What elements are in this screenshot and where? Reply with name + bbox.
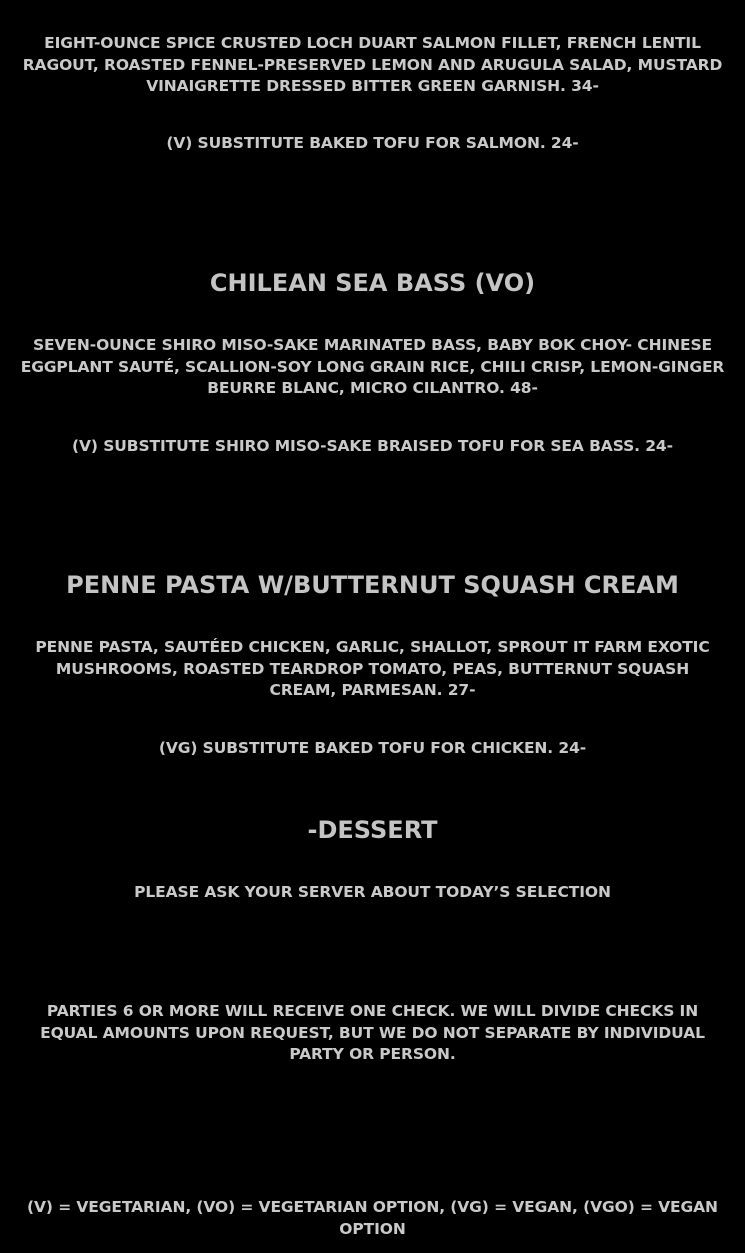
penne-substitution: (VG) SUBSTITUTE BAKED TOFU FOR CHICKEN. 24- (158, 739, 587, 757)
dietary-legend: (V) = VEGETARIAN, (VO) = VEGETARIAN OPTION, (VG) = VEGAN, (VGO) = VEGAN OPTION (27, 1198, 718, 1238)
salmon-description: EIGHT-OUNCE SPICE CRUSTED LOCH DUART SALMON FILLET, FRENCH LENTIL RAGOUT, ROASTED FENNEL-PRESERVED LEMON AND ARUGULA SALAD, MUSTARD VINAIGRETTE DRESSED BITTER GREEN GARNISH. 34- (22, 34, 723, 95)
sea-bass-title: CHILEAN SEA BASS (VO) (209, 269, 536, 297)
penne-description: PENNE PASTA, SAUTÉED CHICKEN, GARLIC, SHALLOT, SPROUT IT FARM EXOTIC MUSHROOMS, ROASTED TEARDROP TOMATO, PEAS, BUTTERNUT SQUASH CREAM, PARMESAN. 27- (35, 638, 710, 699)
penne-title: PENNE PASTA W/BUTTERNUT SQUASH CREAM (66, 571, 679, 599)
dessert-title: -DESSERT (307, 816, 438, 844)
parties-notice: PARTIES 6 OR MORE WILL RECEIVE ONE CHECK. WE WILL DIVIDE CHECKS IN EQUAL AMOUNTS UPON REQUEST, BUT WE DO NOT SEPARATE BY INDIVIDUAL PARTY OR PERSON. (40, 1002, 705, 1063)
sea-bass-substitution: (V) SUBSTITUTE SHIRO MISO-SAKE BRAISED TOFU FOR SEA BASS. 24- (72, 437, 673, 455)
dessert-description: PLEASE ASK YOUR SERVER ABOUT TODAY’S SELECTION (134, 883, 611, 901)
sea-bass-description: SEVEN-OUNCE SHIRO MISO-SAKE MARINATED BASS, BABY BOK CHOY- CHINESE EGGPLANT SAUTÉ, SCALLION-SOY LONG GRAIN RICE, CHILI CRISP, LEMON-GINGER BEURRE BLANC, MICRO CILANTRO. 48- (20, 336, 725, 397)
salmon-substitution: (V) SUBSTITUTE BAKED TOFU FOR SALMON. 24- (166, 134, 579, 152)
